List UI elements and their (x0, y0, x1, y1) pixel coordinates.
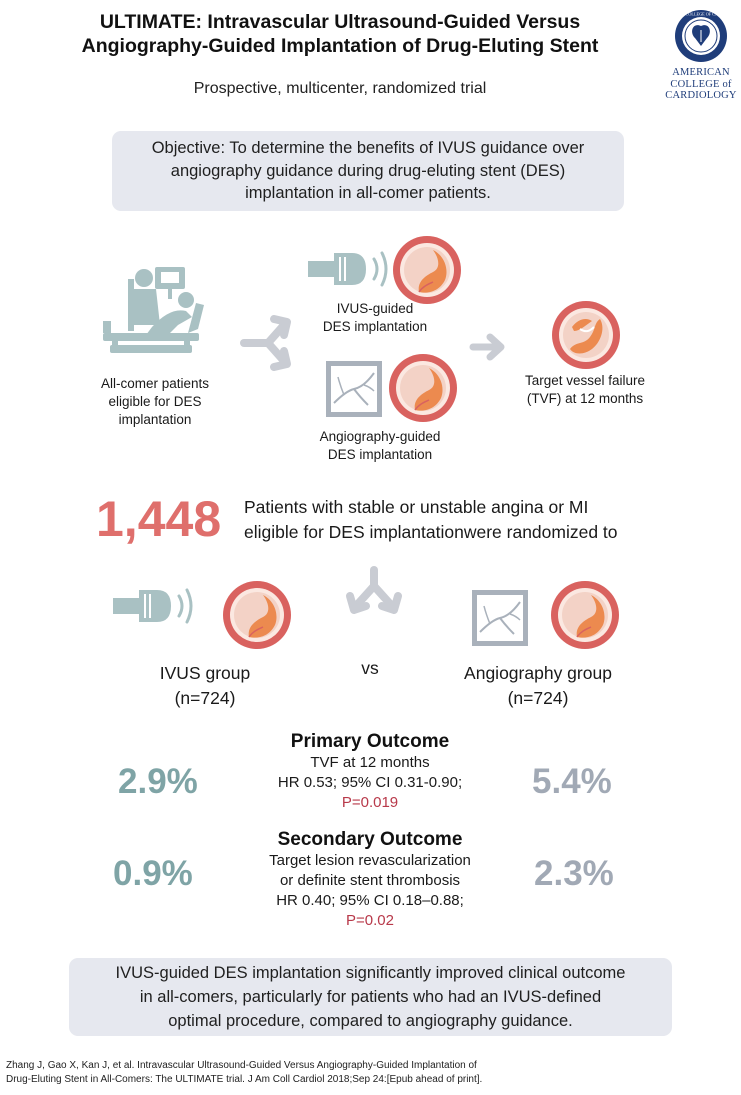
split-arrow-icon (244, 319, 287, 367)
secondary-ivus-pct: 0.9% (113, 854, 193, 893)
patient-bed-icon (103, 267, 204, 353)
secondary-heading: Secondary Outcome (277, 829, 463, 850)
angio-group-label: Angiography group (n=724) (464, 663, 612, 708)
title-line-1: ULTIMATE: Intravascular Ultrasound-Guided Versus (99, 11, 581, 33)
vs-label: vs (361, 658, 379, 678)
patients-label: All-comer patients eligible for DES implantation (100, 376, 210, 427)
primary-pvalue: P=0.019 (341, 794, 399, 811)
primary-ivus-pct: 2.9% (118, 762, 198, 801)
ivus-arm-label: IVUS-guided DES implantation (322, 301, 428, 334)
right-arrow-icon (473, 337, 501, 357)
secondary-line-2: or definite stent thrombosis (279, 872, 461, 889)
logo-line-2: COLLEGE of (670, 78, 732, 90)
secondary-pvalue: P=0.02 (346, 912, 394, 929)
conclusion-line-3: optimal procedure, compared to angiography guidance. (168, 1012, 573, 1030)
ivus-group-label: IVUS group (n=724) (159, 663, 251, 708)
merge-arrow-icon (350, 570, 398, 610)
seal-text: AMERICAN COLLEGE OF CARDIOLOGY (663, 11, 739, 17)
page-title (40, 10, 640, 58)
acc-logo (663, 8, 739, 108)
primary-outcome (230, 731, 510, 813)
conclusion-box (69, 958, 672, 1036)
objective-line-2: angiography guidance during drug-eluting stent (DES) (170, 161, 566, 180)
secondary-angio-pct: 2.3% (534, 854, 614, 893)
title-line-2: Angiography-Guided Implantation of Drug-Eluting Stent (81, 35, 599, 57)
logo-line-1: AMERICAN (672, 67, 730, 78)
angio-arm-label: Angiography-guided DES implantation (319, 429, 441, 462)
primary-line-1: TVF at 12 months (310, 754, 430, 771)
objective-line-3: implantation in all-comer patients. (245, 184, 491, 203)
primary-angio-pct: 5.4% (532, 762, 612, 801)
objective-box (112, 131, 624, 211)
logo-line-3: CARDIOLOGY (665, 90, 737, 101)
secondary-line-3: HR 0.40; 95% CI 0.18–0.88; (276, 892, 464, 909)
conclusion-line-1: IVUS-guided DES implantation significantly improved clinical outcome (115, 964, 626, 982)
endpoint-label: Target vessel failure (TVF) at 12 months (524, 373, 646, 406)
primary-line-2: HR 0.53; 95% CI 0.31-0.90; (277, 774, 463, 791)
secondary-outcome (220, 829, 520, 931)
groups-graphic (0, 560, 741, 660)
enrollment-count: 1,448 (96, 491, 222, 547)
primary-heading: Primary Outcome (290, 731, 450, 752)
page-subtitle: Prospective, multicenter, randomized trial (193, 80, 487, 97)
enrollment-description: Patients with stable or unstable angina or MI eligible for DES implantationwere randomized to (244, 497, 618, 542)
endpoint-vessel-icon (552, 301, 620, 369)
objective-line-1: Objective: To determine the benefits of IVUS guidance over (151, 139, 585, 158)
citation: Zhang J, Gao X, Kan J, et al. Intravascular Ultrasound-Guided Versus Angiography-Guided Implantation of Drug-Eluting Stent in All-Comers: The ULTIMATE trial. J Am Coll Cardiol 2018;Sep 24:[Epub ahead of print]. (6, 1060, 483, 1085)
secondary-line-1: Target lesion revascularization (269, 852, 471, 869)
conclusion-line-2: in all-comers, particularly for patients who had an IVUS-defined (139, 988, 602, 1006)
